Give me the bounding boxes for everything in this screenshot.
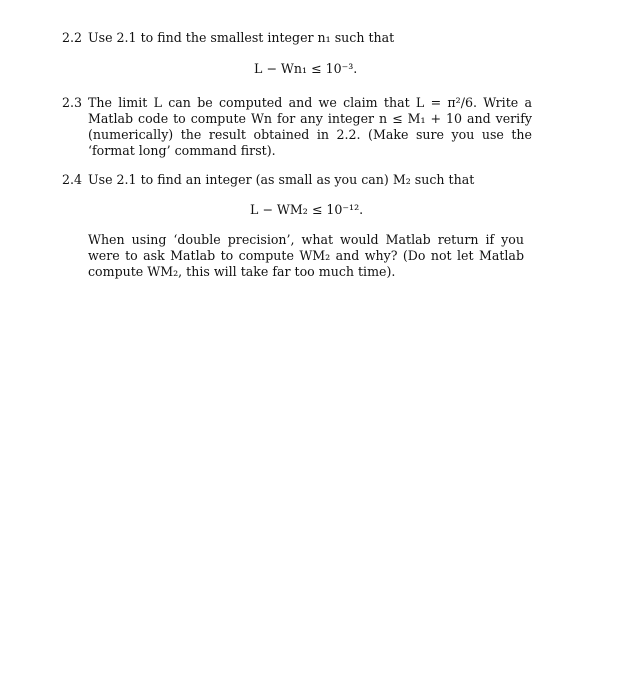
problem-2-3 <box>62 95 532 159</box>
problem-text: Use 2.1 to find an integer (as small as you can) M₂ such that <box>88 172 475 187</box>
problem-number: 2.4 <box>62 172 83 187</box>
problem-2-4 <box>62 172 532 188</box>
problem-text: Use 2.1 to find the smallest integer n₁ such that <box>88 30 395 45</box>
problem-text: The limit L can be computed and we claim that L = π²/6. Write a Matlab code to compute Wn for any integer n ≤ M₁ + 10 and verify (numerically) the result obtained in 2.2. (Make sure you use the ‘format long’ command first). <box>88 95 532 158</box>
equation-2-2: L − Wn₁ ≤ 10⁻³. <box>254 61 358 76</box>
problem-number: 2.2 <box>62 30 83 45</box>
problem-2-2 <box>62 30 532 46</box>
problem-2-4-followup: When using ‘double precision’, what would Matlab return if you were to ask Matlab to compute WM₂ and why? (Do not let Matlab compute WM₂, this will take far too much time). <box>88 232 524 279</box>
equation-2-4: L − WM₂ ≤ 10⁻¹². <box>250 202 364 217</box>
problem-number: 2.3 <box>62 95 83 110</box>
